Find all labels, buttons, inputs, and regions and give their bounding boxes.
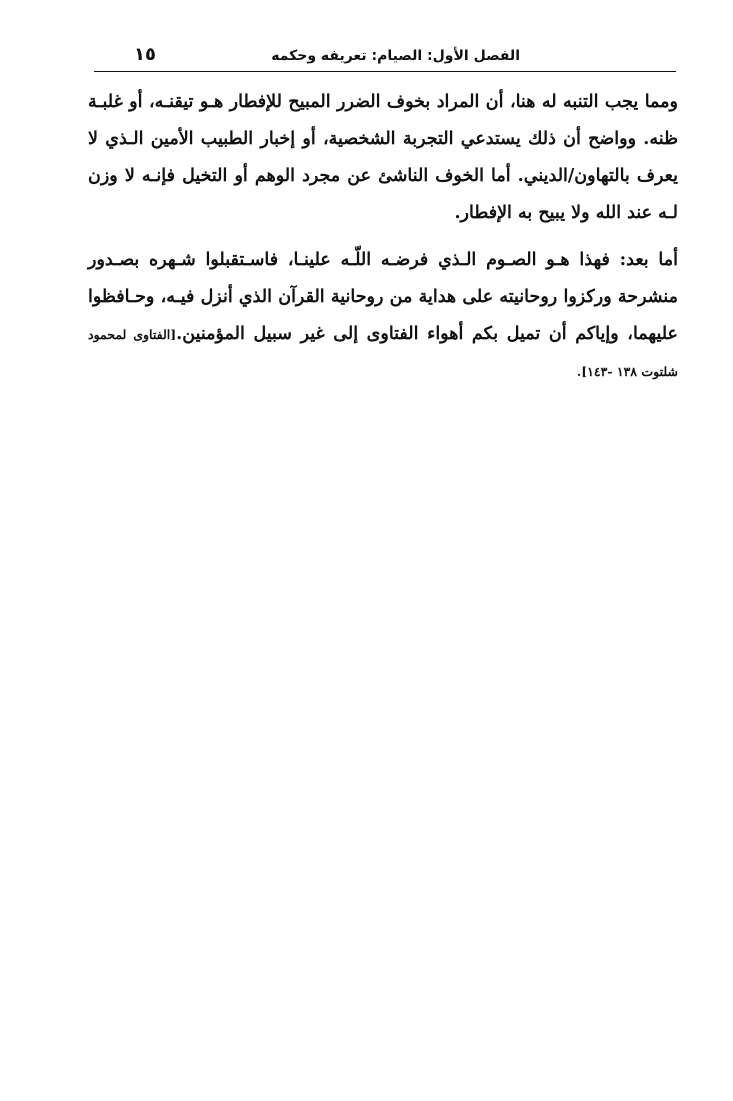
- page-number: ١٥: [134, 44, 156, 65]
- body-text: [88, 84, 678, 390]
- citation: [الفتاوى لمحمود شلتوت ١٣٨ -١٤٣].: [88, 327, 678, 379]
- page-header: [94, 40, 676, 72]
- paragraph-2-text: أما بعد: فهذا هـو الصـوم الـذي فرضـه اللّـه علينـا، فاسـتقبلوا شـهره بصـدور منشرحة وركزوا روحانيته على هداية من روحانية القرآن الذي أنزل فيـه، وحـافظوا عليهما، وإياكم أن تميل بكم أهواء الفتاوى إلى غير سبيل المؤمنين.: [88, 250, 678, 344]
- header-divider: [94, 71, 676, 72]
- paragraph-1: ومما يجب التنبه له هنا، أن المراد بخوف الضرر المبيح للإفطار هـو تيقنـه، أو غلبـة ظنه. وواضح أن ذلك يستدعي التجربة الشخصية، أو إخبار الطبيب الأمين الـذي لا يعرف بالتهاون/الديني. أما الخوف الناشئ عن مجرد الوهم أو التخيل فإنـه لا وزن لـه عند الله ولا يبيح به الإفطار.: [88, 92, 678, 223]
- chapter-title: الفصل الأول: الصيام: تعريفه وحكمه: [271, 48, 520, 64]
- paragraph-2: [88, 242, 678, 390]
